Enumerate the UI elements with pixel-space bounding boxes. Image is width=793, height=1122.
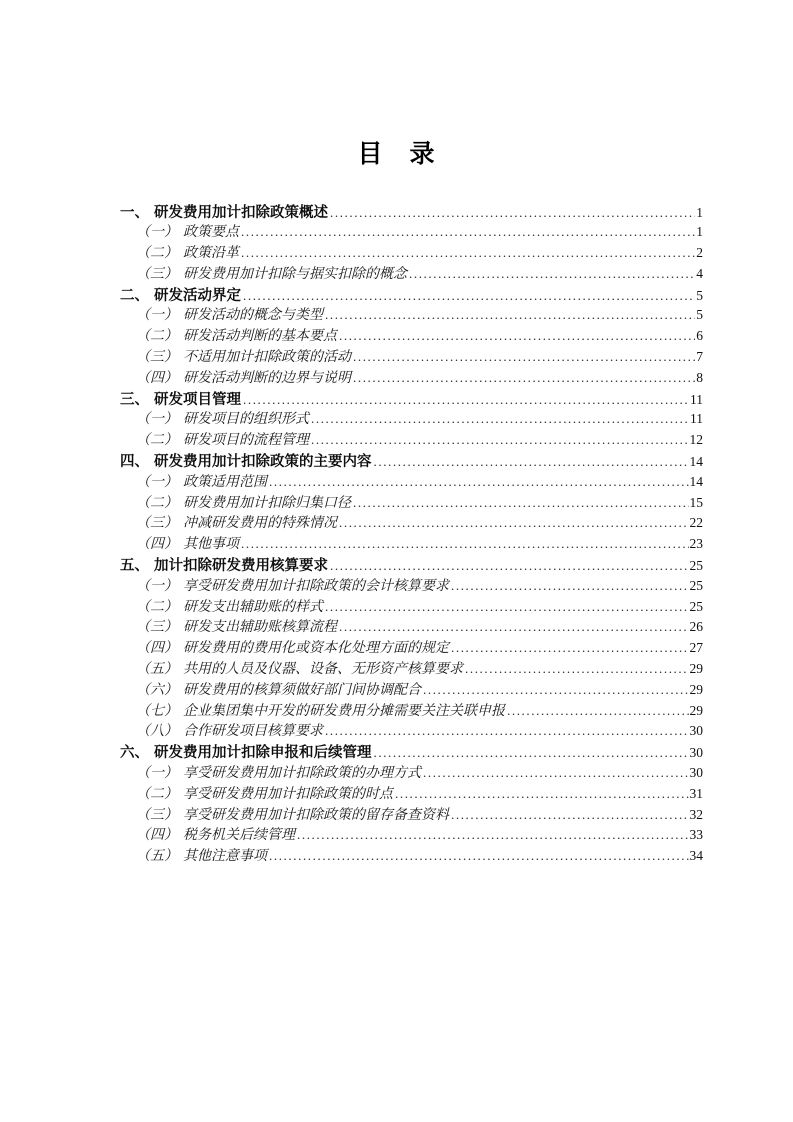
toc-entry[interactable] bbox=[120, 596, 703, 617]
toc-entry[interactable] bbox=[120, 346, 703, 367]
toc-entry-number: （五） bbox=[136, 849, 178, 865]
toc-entry-page-number: 1 bbox=[696, 204, 703, 220]
toc-entry-page-number: 11 bbox=[690, 391, 703, 407]
toc-entry-number: （四） bbox=[136, 537, 178, 553]
toc-entry-number: （六） bbox=[136, 682, 178, 698]
toc-entry[interactable] bbox=[120, 804, 703, 825]
toc-dot-leader bbox=[269, 848, 689, 864]
toc-entry-title: 税务机关后续管理 bbox=[183, 828, 295, 844]
toc-entry-page-number: 29 bbox=[689, 661, 703, 677]
toc-entry[interactable] bbox=[120, 325, 703, 346]
toc-entry-title: 享受研发费用加计扣除政策的留存备查资料 bbox=[183, 807, 449, 823]
toc-entry-number: （三） bbox=[136, 266, 178, 282]
toc-entry-number: （二） bbox=[136, 433, 178, 449]
toc-entry-title: 研发费用的核算须做好部门间协调配合 bbox=[183, 682, 421, 698]
toc-entry-title: 研发项目的流程管理 bbox=[183, 433, 309, 449]
toc-entry-number: （一） bbox=[136, 412, 178, 428]
toc-entry-title: 研发项目管理 bbox=[154, 391, 241, 408]
toc-entry-number: （一） bbox=[136, 474, 178, 490]
toc-entry[interactable] bbox=[120, 824, 703, 845]
toc-entry[interactable] bbox=[120, 429, 703, 450]
toc-dot-leader bbox=[330, 558, 689, 574]
toc-dot-leader bbox=[409, 266, 695, 282]
toc-entry-page-number: 25 bbox=[689, 558, 703, 574]
toc-entry-page-number: 25 bbox=[689, 598, 703, 614]
toc-dot-leader bbox=[325, 307, 695, 323]
toc-entry-title: 加计扣除研发费用核算要求 bbox=[154, 558, 328, 575]
toc-entry[interactable] bbox=[120, 450, 703, 471]
toc-entry-title: 研发活动界定 bbox=[154, 287, 241, 304]
toc-entry-page-number: 31 bbox=[689, 785, 703, 801]
toc-entry-number: 三、 bbox=[120, 391, 149, 408]
toc-entry-number: （二） bbox=[136, 246, 178, 262]
toc-entry-page-number: 8 bbox=[696, 369, 703, 385]
toc-entry[interactable] bbox=[120, 741, 703, 762]
toc-list bbox=[120, 201, 703, 867]
toc-entry[interactable] bbox=[120, 783, 703, 804]
toc-entry[interactable] bbox=[120, 408, 703, 429]
toc-entry[interactable] bbox=[120, 367, 703, 388]
toc-entry-number: 四、 bbox=[120, 454, 149, 471]
toc-dot-leader bbox=[507, 703, 689, 719]
toc-entry[interactable] bbox=[120, 762, 703, 783]
toc-dot-leader bbox=[269, 474, 689, 490]
toc-entry-number: 一、 bbox=[120, 204, 149, 221]
toc-entry-title: 研发支出辅助账核算流程 bbox=[183, 620, 337, 636]
toc-dot-leader bbox=[311, 411, 689, 427]
toc-entry-title: 研发项目的组织形式 bbox=[183, 412, 309, 428]
toc-entry[interactable] bbox=[120, 471, 703, 492]
toc-entry-page-number: 7 bbox=[696, 349, 703, 365]
toc-entry-page-number: 22 bbox=[689, 515, 703, 531]
toc-entry[interactable] bbox=[120, 388, 703, 409]
toc-dot-leader bbox=[423, 682, 689, 698]
toc-entry-number: 二、 bbox=[120, 287, 149, 304]
toc-entry-page-number: 30 bbox=[689, 765, 703, 781]
toc-entry-title: 共用的人员及仪器、设备、无形资产核算要求 bbox=[183, 662, 463, 678]
toc-entry[interactable] bbox=[120, 512, 703, 533]
toc-entry-number: 六、 bbox=[120, 745, 149, 762]
toc-entry[interactable] bbox=[120, 304, 703, 325]
toc-entry-title: 不适用加计扣除政策的活动 bbox=[183, 350, 351, 366]
toc-entry[interactable] bbox=[120, 242, 703, 263]
toc-entry-page-number: 34 bbox=[689, 848, 703, 864]
toc-dot-leader bbox=[243, 288, 695, 304]
toc-entry-page-number: 1 bbox=[696, 224, 703, 240]
toc-entry-title: 政策沿革 bbox=[183, 246, 239, 262]
toc-entry-title: 其他事项 bbox=[183, 537, 239, 553]
toc-entry[interactable] bbox=[120, 263, 703, 284]
toc-entry-title: 冲减研发费用的特殊情况 bbox=[183, 516, 337, 532]
toc-dot-leader bbox=[353, 349, 695, 365]
toc-dot-leader bbox=[353, 495, 689, 511]
toc-entry[interactable] bbox=[120, 221, 703, 242]
toc-entry[interactable] bbox=[120, 554, 703, 575]
page-title: 目 录 bbox=[357, 140, 436, 168]
toc-dot-leader bbox=[330, 205, 695, 221]
toc-entry-number: （一） bbox=[136, 578, 178, 594]
toc-entry-page-number: 30 bbox=[689, 745, 703, 761]
toc-entry-number: （三） bbox=[136, 350, 178, 366]
toc-entry-title: 享受研发费用加计扣除政策的会计核算要求 bbox=[183, 578, 449, 594]
toc-entry-number: 五、 bbox=[120, 558, 149, 575]
toc-entry-title: 研发活动判断的基本要点 bbox=[183, 329, 337, 345]
toc-entry-page-number: 27 bbox=[689, 640, 703, 656]
toc-entry[interactable] bbox=[120, 658, 703, 679]
toc-entry[interactable] bbox=[120, 201, 703, 222]
toc-entry-page-number: 2 bbox=[696, 245, 703, 261]
toc-dot-leader bbox=[241, 245, 695, 261]
toc-entry-number: （一） bbox=[136, 766, 178, 782]
toc-entry-number: （二） bbox=[136, 599, 178, 615]
toc-entry-page-number: 15 bbox=[689, 494, 703, 510]
toc-entry-page-number: 12 bbox=[689, 432, 703, 448]
toc-entry-page-number: 29 bbox=[689, 702, 703, 718]
toc-entry-page-number: 26 bbox=[689, 619, 703, 635]
toc-entry-title: 研发支出辅助账的样式 bbox=[183, 599, 323, 615]
toc-dot-leader bbox=[423, 765, 689, 781]
toc-entry-page-number: 33 bbox=[689, 827, 703, 843]
toc-entry[interactable] bbox=[120, 284, 703, 305]
toc-dot-leader bbox=[339, 328, 695, 344]
toc-dot-leader bbox=[374, 454, 689, 470]
toc-entry[interactable] bbox=[120, 700, 703, 721]
toc-dot-leader bbox=[339, 619, 689, 635]
toc-entry-title: 研发费用的费用化或资本化处理方面的规定 bbox=[183, 641, 449, 657]
toc-entry-title: 政策要点 bbox=[183, 225, 239, 241]
toc-entry[interactable] bbox=[120, 679, 703, 700]
toc-dot-leader bbox=[451, 640, 689, 656]
toc-entry-page-number: 14 bbox=[689, 473, 703, 489]
toc-entry[interactable] bbox=[120, 616, 703, 637]
toc-entry[interactable] bbox=[120, 492, 703, 513]
toc-entry-page-number: 30 bbox=[689, 723, 703, 739]
toc-entry-page-number: 6 bbox=[696, 328, 703, 344]
toc-entry-number: （五） bbox=[136, 662, 178, 678]
toc-entry-title: 享受研发费用加计扣除政策的办理方式 bbox=[183, 766, 421, 782]
toc-dot-leader bbox=[465, 661, 689, 677]
toc-entry[interactable] bbox=[120, 637, 703, 658]
toc-dot-leader bbox=[241, 224, 695, 240]
toc-dot-leader bbox=[374, 745, 689, 761]
toc-entry-page-number: 32 bbox=[689, 806, 703, 822]
toc-dot-leader bbox=[325, 723, 689, 739]
toc-entry-title: 研发费用加计扣除与据实扣除的概念 bbox=[183, 266, 407, 282]
toc-entry-title: 政策适用范围 bbox=[183, 474, 267, 490]
toc-entry-title: 企业集团集中开发的研发费用分摊需要关注关联申报 bbox=[183, 703, 505, 719]
toc-entry-number: （三） bbox=[136, 620, 178, 636]
toc-dot-leader bbox=[451, 807, 689, 823]
toc-entry-number: （七） bbox=[136, 703, 178, 719]
toc-entry-title: 研发费用加计扣除政策概述 bbox=[154, 204, 328, 221]
toc-entry-number: （一） bbox=[136, 308, 178, 324]
toc-entry-number: （二） bbox=[136, 786, 178, 802]
toc-dot-leader bbox=[297, 827, 689, 843]
toc-entry-title: 研发活动的概念与类型 bbox=[183, 308, 323, 324]
toc-entry-number: （二） bbox=[136, 329, 178, 345]
toc-dot-leader bbox=[353, 370, 695, 386]
toc-entry-title: 研发费用加计扣除归集口径 bbox=[183, 495, 351, 511]
toc-entry[interactable] bbox=[120, 533, 703, 554]
toc-entry-title: 合作研发项目核算要求 bbox=[183, 724, 323, 740]
toc-entry-page-number: 5 bbox=[696, 287, 703, 303]
toc-entry-title: 享受研发费用加计扣除政策的时点 bbox=[183, 786, 393, 802]
toc-entry-number: （三） bbox=[136, 516, 178, 532]
toc-entry-page-number: 25 bbox=[689, 577, 703, 593]
toc-dot-leader bbox=[243, 392, 689, 408]
toc-entry-number: （四） bbox=[136, 828, 178, 844]
toc-entry-number: （一） bbox=[136, 225, 178, 241]
toc-entry[interactable] bbox=[120, 845, 703, 866]
toc-entry-page-number: 23 bbox=[689, 536, 703, 552]
toc-entry-number: （四） bbox=[136, 641, 178, 657]
toc-entry-title: 其他注意事项 bbox=[183, 849, 267, 865]
toc-entry-number: （八） bbox=[136, 724, 178, 740]
toc-entry-title: 研发费用加计扣除政策的主要内容 bbox=[154, 454, 372, 471]
toc-entry[interactable] bbox=[120, 720, 703, 741]
toc-entry-title: 研发费用加计扣除申报和后续管理 bbox=[154, 745, 372, 762]
toc-entry-page-number: 4 bbox=[696, 265, 703, 281]
toc-entry-page-number: 14 bbox=[689, 454, 703, 470]
toc-entry-number: （三） bbox=[136, 807, 178, 823]
toc-dot-leader bbox=[451, 578, 689, 594]
toc-dot-leader bbox=[395, 786, 689, 802]
toc-dot-leader bbox=[311, 432, 689, 448]
toc-entry-page-number: 29 bbox=[689, 681, 703, 697]
toc-dot-leader bbox=[325, 599, 689, 615]
toc-dot-leader bbox=[241, 536, 689, 552]
toc-entry-title: 研发活动判断的边界与说明 bbox=[183, 370, 351, 386]
toc-entry-page-number: 11 bbox=[690, 411, 703, 427]
toc-entry-number: （四） bbox=[136, 370, 178, 386]
toc-dot-leader bbox=[339, 515, 689, 531]
toc-entry-page-number: 5 bbox=[696, 307, 703, 323]
toc-entry[interactable] bbox=[120, 575, 703, 596]
toc-entry-number: （二） bbox=[136, 495, 178, 511]
